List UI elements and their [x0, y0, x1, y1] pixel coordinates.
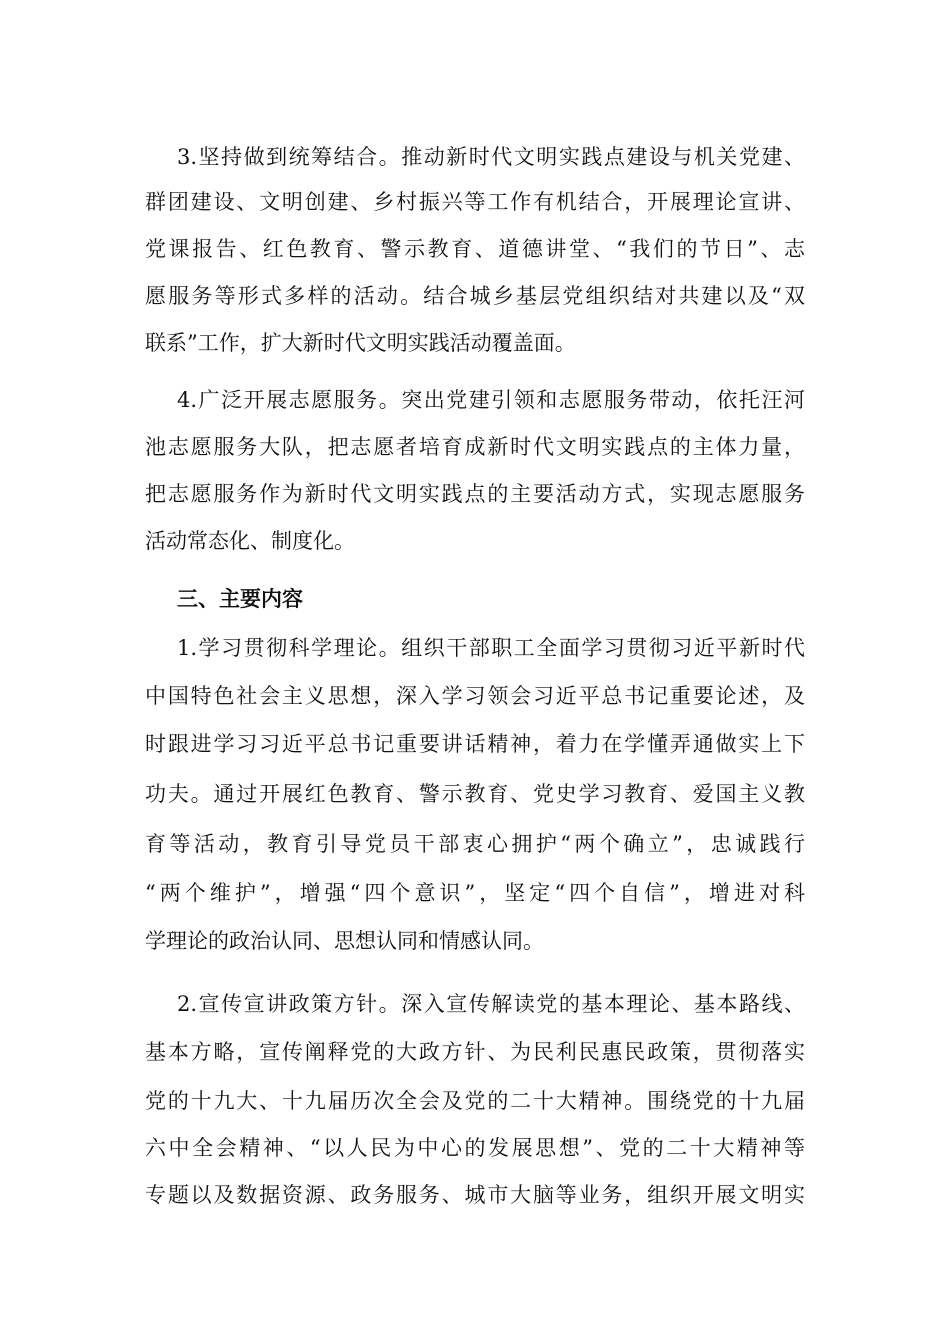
paragraph-1-line-4: 愿服务等形式多样的活动。结合城乡基层党组织结对共建以及“双	[145, 284, 805, 308]
paragraph-4-line-3: 党的十九大、十九届历次全会及党的二十大精神。围绕党的十九届	[145, 1089, 805, 1113]
paragraph-2-line-2: 池志愿服务大队，把志愿者培育成新时代文明实践点的主体力量，	[145, 435, 805, 459]
paragraph-3-line-5: 育等活动，教育引导党员干部衷心拥护“两个确立”，忠诚践行	[145, 832, 805, 856]
paragraph-1-line-5: 联系”工作，扩大新时代文明实践活动覆盖面。	[145, 331, 576, 355]
paragraph-3-line-1: 1.学习贯彻科学理论。组织干部职工全面学习贯彻习近平新时代	[177, 636, 805, 660]
paragraph-3-line-6: “两个维护”，增强“四个意识”，坚定“四个自信”，增进对科	[145, 881, 805, 905]
paragraph-2-line-4: 活动常态化、制度化。	[145, 529, 355, 553]
paragraph-2-line-3: 把志愿服务作为新时代文明实践点的主要活动方式，实现志愿服务	[145, 482, 805, 506]
paragraph-4-line-2: 基本方略，宣传阐释党的大政方针、为民利民惠民政策，贯彻落实	[145, 1040, 805, 1064]
paragraph-1-line-2: 群团建设、文明创建、乡村振兴等工作有机结合，开展理论宣讲、	[145, 190, 805, 214]
paragraph-3-line-4: 功夫。通过开展红色教育、警示教育、党史学习教育、爱国主义教	[145, 782, 805, 806]
paragraph-2-line-1: 4.广泛开展志愿服务。突出党建引领和志愿服务带动，依托汪河	[177, 388, 805, 412]
paragraph-1-line-1: 3.坚持做到统筹结合。推动新时代文明实践点建设与机关党建、	[177, 145, 805, 169]
paragraph-3-line-7: 学理论的政治认同、思想认同和情感认同。	[145, 929, 544, 953]
paragraph-4-line-5: 专题以及数据资源、政务服务、城市大脑等业务，组织开展文明实	[145, 1183, 805, 1207]
paragraph-4-line-4: 六中全会精神、“以人民为中心的发展思想”、党的二十大精神等	[145, 1136, 805, 1160]
paragraph-1-line-3: 党课报告、红色教育、警示教育、道德讲堂、“我们的节日”、志	[145, 237, 805, 261]
section-heading: 三、主要内容	[177, 587, 303, 611]
paragraph-3-line-2: 中国特色社会主义思想，深入学习领会习近平总书记重要论述，及	[145, 684, 805, 708]
paragraph-3-line-3: 时跟进学习习近平总书记重要讲话精神，着力在学懂弄通做实上下	[145, 732, 805, 756]
paragraph-4-line-1: 2.宣传宣讲政策方针。深入宣传解读党的基本理论、基本路线、	[177, 992, 805, 1016]
